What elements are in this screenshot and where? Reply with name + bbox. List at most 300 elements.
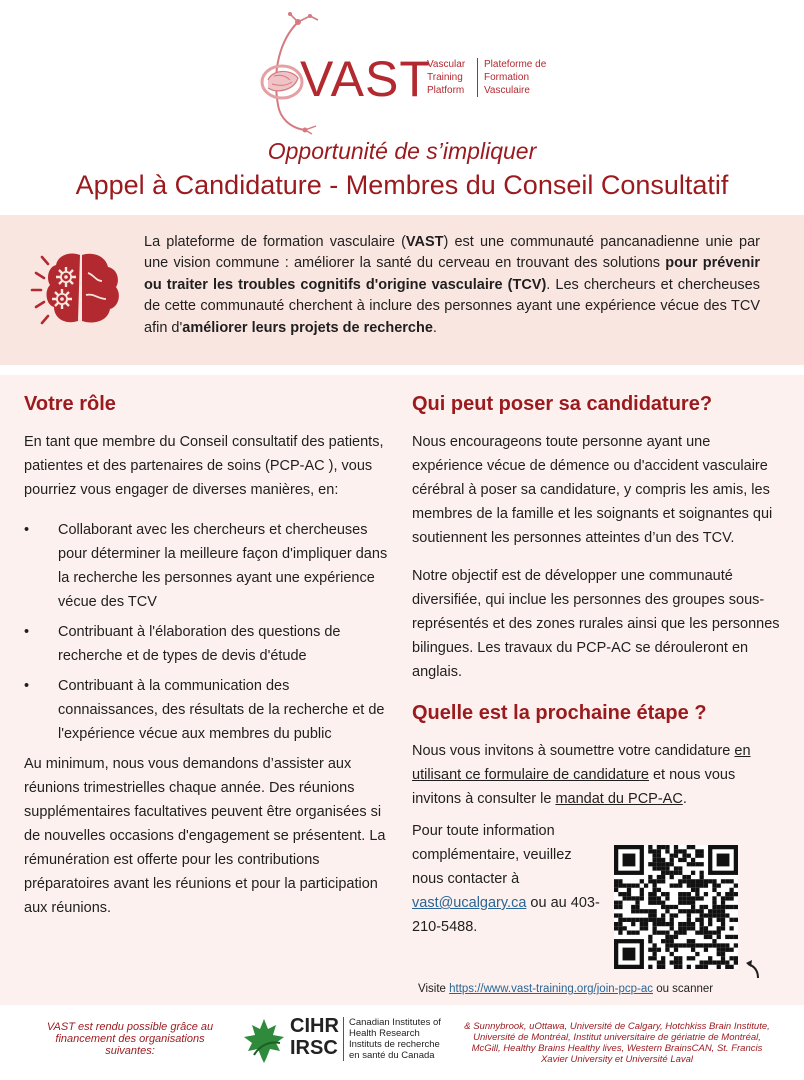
qr-module <box>670 918 674 922</box>
qr-module <box>687 965 691 969</box>
qr-module <box>700 913 704 917</box>
qr-module <box>678 901 682 905</box>
qr-module <box>704 948 708 952</box>
qr-module <box>661 931 665 935</box>
qr-module <box>618 913 622 917</box>
qr-module <box>627 888 631 892</box>
qr-module <box>661 879 665 883</box>
qr-module <box>721 913 725 917</box>
qr-module <box>674 905 678 909</box>
qr-module <box>670 922 674 926</box>
qr-module <box>652 948 656 952</box>
qr-module <box>674 956 678 960</box>
qr-module <box>729 892 733 896</box>
qr-module <box>691 845 695 849</box>
qr-module <box>695 888 699 892</box>
qr-module <box>729 888 733 892</box>
qr-module <box>623 883 627 887</box>
qr-module <box>623 892 627 896</box>
qr-module <box>717 965 721 969</box>
qr-module <box>670 905 674 909</box>
qr-module <box>665 922 669 926</box>
qr-module <box>687 875 691 879</box>
qr-module <box>700 909 704 913</box>
qr-module <box>648 879 652 883</box>
qr-module <box>618 922 622 926</box>
qr-module <box>648 845 652 849</box>
qr-module <box>704 879 708 883</box>
qr-module <box>635 931 639 935</box>
qr-module <box>700 905 704 909</box>
qr-module <box>674 931 678 935</box>
qr-module <box>734 905 738 909</box>
qr-module <box>712 896 716 900</box>
qr-module <box>614 883 618 887</box>
qr-module <box>721 952 725 956</box>
qr-module <box>648 913 652 917</box>
qr-module <box>700 862 704 866</box>
qr-module <box>661 913 665 917</box>
qr-module <box>687 943 691 947</box>
qr-module <box>695 918 699 922</box>
qr-module <box>682 922 686 926</box>
qr-module <box>657 931 661 935</box>
qr-module <box>734 935 738 939</box>
qr-module <box>670 883 674 887</box>
qr-module <box>717 854 730 867</box>
qr-module <box>717 952 721 956</box>
qr-module <box>717 935 721 939</box>
qr-module <box>635 901 639 905</box>
qr-module <box>644 883 648 887</box>
qr-module <box>682 901 686 905</box>
qr-module <box>729 918 733 922</box>
qr-module <box>695 862 699 866</box>
qr-module <box>678 879 682 883</box>
qr-module <box>652 956 656 960</box>
qr-module <box>652 888 656 892</box>
qr-module <box>648 935 652 939</box>
qr-module <box>687 862 691 866</box>
qr-module <box>652 862 656 866</box>
visit-line: Visite https://www.vast-training.org/join-pcp-ac ou scanner <box>418 983 714 995</box>
qr-module <box>691 862 695 866</box>
qr-module <box>657 849 661 853</box>
qr-module <box>687 892 691 896</box>
qr-module <box>678 883 682 887</box>
qr-module <box>682 931 686 935</box>
qr-module <box>712 879 716 883</box>
qr-module <box>682 849 686 853</box>
qr-module <box>657 854 661 858</box>
qr-module <box>691 909 695 913</box>
qr-module <box>734 883 738 887</box>
qr-module <box>700 883 704 887</box>
qr-module <box>712 913 716 917</box>
qr-module <box>708 918 712 922</box>
qr-module <box>652 926 656 930</box>
qr-module <box>691 901 695 905</box>
qr-module <box>614 901 618 905</box>
qr-module <box>631 931 635 935</box>
qr-module <box>648 965 652 969</box>
qr-module <box>695 854 699 858</box>
qr-module <box>700 854 704 858</box>
qr-module <box>648 862 652 866</box>
qr-module <box>708 931 712 935</box>
qr-module <box>665 935 669 939</box>
qr-module <box>687 956 691 960</box>
qr-module <box>652 918 656 922</box>
qr-module <box>708 956 712 960</box>
intro-paragraph: La plateforme de formation vasculaire (VAST) est une communauté pancanadienne unie par une vision commune : améliorer la santé du cerveau en trouvant des solutions pour prévenir ou traiter les troubles cognitifs d'origine vasculaire (TCV). Les chercheurs et chercheuses de cette communauté cherchent à inclure des personnes ayant une expérience vécue des TCV afin d'améliorer leurs projets de recherche. <box>144 234 761 336</box>
phone-number: 403-210-5488. <box>412 895 600 935</box>
qr-module <box>618 905 622 909</box>
qr-module <box>700 943 704 947</box>
qr-module <box>695 892 699 896</box>
qr-module <box>729 948 733 952</box>
qr-module <box>678 960 682 964</box>
qr-module <box>665 871 669 875</box>
qr-module <box>618 883 622 887</box>
qr-module <box>712 909 716 913</box>
qr-module <box>695 952 699 956</box>
qr-module <box>674 948 678 952</box>
qr-module <box>695 943 699 947</box>
qr-module <box>717 883 721 887</box>
qr-module <box>695 849 699 853</box>
qr-module <box>678 965 682 969</box>
qr-module <box>640 879 644 883</box>
qr-module <box>661 956 665 960</box>
qr-module <box>682 943 686 947</box>
qr-module <box>652 849 656 853</box>
qr-module <box>708 960 712 964</box>
qr-module <box>717 943 721 947</box>
qr-module <box>652 879 656 883</box>
qr-module <box>704 913 708 917</box>
qr-module <box>695 883 699 887</box>
qr-module <box>614 922 618 926</box>
cihr-logo-icon <box>240 1015 288 1067</box>
qr-module <box>700 896 704 900</box>
qr-module <box>721 901 725 905</box>
qr-module <box>640 896 644 900</box>
qr-module <box>648 896 652 900</box>
qr-module <box>631 896 635 900</box>
qr-module <box>721 948 725 952</box>
qr-module <box>623 948 636 961</box>
qr-module <box>648 948 652 952</box>
qr-module <box>665 866 669 870</box>
qr-module <box>657 960 661 964</box>
qr-module <box>708 913 712 917</box>
qr-module <box>682 875 686 879</box>
qr-module <box>665 939 669 943</box>
qr-module <box>652 866 656 870</box>
qr-module <box>700 871 704 875</box>
qr-module <box>640 909 644 913</box>
qr-module <box>725 965 729 969</box>
qr-module <box>644 922 648 926</box>
qr-module <box>682 879 686 883</box>
qr-module <box>618 918 622 922</box>
qr-module <box>640 926 644 930</box>
qr-module <box>734 960 738 964</box>
qr-module <box>635 909 639 913</box>
qr-module <box>725 879 729 883</box>
list-item: • Contribuant à l'élaboration des questions de recherche et de types de devis d'étude <box>24 624 341 664</box>
contact-paragraph: Pour toute information complémentaire, veuillez nous contacter à vast@ucalgary.ca ou au 403-210-5488. <box>412 823 600 935</box>
qr-module <box>700 849 704 853</box>
qr-module <box>691 948 695 952</box>
qr-module <box>652 943 656 947</box>
qr-module <box>618 926 622 930</box>
curved-arrow-icon <box>744 958 762 980</box>
qr-module <box>721 879 725 883</box>
qr-module <box>700 918 704 922</box>
qr-module <box>652 854 656 858</box>
qr-module <box>687 883 691 887</box>
qr-module <box>682 858 686 862</box>
role-heading: Votre rôle <box>24 393 116 415</box>
qr-module <box>640 892 644 896</box>
qr-module <box>695 965 699 969</box>
qr-module <box>635 896 639 900</box>
qr-module <box>635 918 639 922</box>
qr-module <box>670 960 674 964</box>
qr-module <box>725 892 729 896</box>
mandate-link[interactable]: mandat du PCP-AC <box>555 791 683 807</box>
footer <box>0 1005 804 1080</box>
join-url-link[interactable]: https://www.vast-training.org/join-pcp-ac <box>449 983 653 995</box>
qr-module <box>721 922 725 926</box>
qr-module <box>648 849 652 853</box>
qr-module <box>652 896 656 900</box>
page-title: Appel à Candidature - Membres du Conseil Consultatif <box>75 170 729 200</box>
qr-module <box>661 960 665 964</box>
qr-module <box>648 892 652 896</box>
qr-module <box>623 854 636 867</box>
qr-module <box>687 913 691 917</box>
qr-module <box>618 892 622 896</box>
funding-note: VAST est rendu possible grâce au financement des organisations suivantes: <box>46 1021 214 1057</box>
qr-module <box>661 918 665 922</box>
who-paragraph-2: Notre objectif est de développer une communauté diversifiée, qui inclue les personnes des groupes sous-représentés et des zones rurales ainsi que les personnes bilingues. Les travaux du PCP-AC se dérouleront en anglais. <box>412 568 780 680</box>
qr-module <box>665 909 669 913</box>
qr-module <box>678 926 682 930</box>
qr-module <box>631 918 635 922</box>
qr-module <box>665 849 669 853</box>
qr-module <box>687 918 691 922</box>
qr-module <box>661 901 665 905</box>
qr-module <box>648 901 652 905</box>
application-form-link[interactable]: en utilisant ce formulaire de candidature <box>412 743 751 783</box>
who-paragraph-1: Nous encourageons toute personne ayant une expérience vécue de démence ou d'accident vasculaire cérébral à poser sa candidature, y compris les amis, les membres de la famille et les soignants et soignantes qui soutiennent les personnes atteintes d’un des TCV. <box>412 434 773 546</box>
qr-module <box>712 960 716 964</box>
qr-module <box>687 845 691 849</box>
qr-module <box>734 918 738 922</box>
qr-module <box>614 926 618 930</box>
qr-module <box>665 845 669 849</box>
qr-module <box>640 888 644 892</box>
qr-module <box>661 862 665 866</box>
qr-module <box>674 960 678 964</box>
qr-module <box>734 892 738 896</box>
logo-subtitle-en: Vascular Training Platform <box>427 59 466 96</box>
qr-module <box>691 956 695 960</box>
qr-module <box>687 926 691 930</box>
qr-module <box>682 892 686 896</box>
qr-module <box>721 909 725 913</box>
qr-module <box>652 883 656 887</box>
qr-module <box>717 905 721 909</box>
qr-module <box>631 909 635 913</box>
qr-module <box>657 862 661 866</box>
qr-module <box>729 905 733 909</box>
qr-module <box>657 866 661 870</box>
qr-module <box>708 935 712 939</box>
qr-module <box>665 931 669 935</box>
qr-module <box>665 943 669 947</box>
qr-module <box>725 905 729 909</box>
qr-module <box>665 896 669 900</box>
qr-module <box>700 965 704 969</box>
qr-module <box>729 935 733 939</box>
qr-module <box>640 918 644 922</box>
qr-module <box>670 926 674 930</box>
next-paragraph: Nous vous invitons à soumettre votre candidature en utilisant ce formulaire de candidature et nous vous invitons à consulter le mandat du PCP-AC. <box>412 743 751 807</box>
qr-module <box>661 922 665 926</box>
qr-module <box>729 926 733 930</box>
qr-module <box>721 926 725 930</box>
qr-module <box>657 858 661 862</box>
qr-module <box>644 909 648 913</box>
qr-module <box>700 931 704 935</box>
qr-module <box>717 931 721 935</box>
qr-module <box>635 905 639 909</box>
cihr-acronyms: CIHR IRSC <box>290 1015 339 1059</box>
qr-module <box>657 845 661 849</box>
qr-module <box>691 871 695 875</box>
qr-module <box>618 879 622 883</box>
qr-module <box>712 905 716 909</box>
qr-module <box>704 883 708 887</box>
brain-gears-icon <box>28 245 128 335</box>
qr-module <box>687 922 691 926</box>
qr-module <box>700 922 704 926</box>
qr-module <box>665 948 669 952</box>
qr-module <box>729 956 733 960</box>
qr-module <box>657 896 661 900</box>
qr-module <box>691 939 695 943</box>
qr-module <box>678 931 682 935</box>
role-intro: En tant que membre du Conseil consultatif des patients, patientes et des partenaires de soins (PCP-AC ), vous pourriez vous engager de diverses manières, en: <box>24 434 384 498</box>
qr-module <box>674 871 678 875</box>
qr-module <box>648 918 652 922</box>
qr-module <box>708 909 712 913</box>
qr-module <box>674 854 678 858</box>
qr-module <box>695 896 699 900</box>
qr-module <box>691 905 695 909</box>
qr-module <box>678 909 682 913</box>
qr-module <box>648 909 652 913</box>
qr-module <box>657 901 661 905</box>
qr-module <box>721 960 725 964</box>
qr-module <box>661 871 665 875</box>
qr-module <box>652 931 656 935</box>
qr-module <box>700 960 704 964</box>
qr-module <box>657 922 661 926</box>
qr-module <box>721 905 725 909</box>
role-column <box>24 393 392 920</box>
qr-module <box>674 913 678 917</box>
qr-module <box>652 858 656 862</box>
qr-module <box>652 909 656 913</box>
list-item: • Collaborant avec les chercheurs et chercheuses pour déterminer la meilleure façon d'impliquer dans la recherche les personnes ayant une expérience vécue des TCV <box>24 522 388 610</box>
qr-module <box>661 845 665 849</box>
qr-module <box>678 896 682 900</box>
qr-module <box>687 939 691 943</box>
qr-module <box>708 879 712 883</box>
qr-module <box>674 883 678 887</box>
qr-module <box>691 943 695 947</box>
qr-module <box>678 849 682 853</box>
qr-module <box>674 943 678 947</box>
qr-module <box>674 965 678 969</box>
qr-module <box>670 875 674 879</box>
qr-module <box>623 896 627 900</box>
qr-module <box>670 943 674 947</box>
role-closing: Au minimum, nous vous demandons d’assister aux réunions trimestrielles chaque année. Des réunions supplémentaires facultatives peuvent être organisées si de nouvelles occasions d'engagement se présentent. La rémunération est offerte pour les contributions préparatoires avant les réunions et pour la participation aux réunions. <box>24 756 386 916</box>
qr-module <box>652 952 656 956</box>
qr-module <box>657 918 661 922</box>
qr-module <box>704 892 708 896</box>
qr-module <box>618 901 622 905</box>
qr-module <box>623 926 627 930</box>
qr-module <box>657 875 661 879</box>
qr-module <box>691 888 695 892</box>
qr-code[interactable] <box>614 845 738 969</box>
qr-module <box>700 926 704 930</box>
qr-module <box>657 879 661 883</box>
email-link[interactable]: vast@ucalgary.ca <box>412 895 527 911</box>
qr-module <box>648 956 652 960</box>
qr-module <box>691 879 695 883</box>
qr-module <box>661 866 665 870</box>
qr-module <box>734 943 738 947</box>
qr-module <box>695 931 699 935</box>
qr-module <box>631 922 635 926</box>
qr-module <box>640 922 644 926</box>
qr-module <box>721 896 725 900</box>
qr-module <box>614 879 618 883</box>
qr-module <box>644 918 648 922</box>
qr-module <box>670 952 674 956</box>
qr-module <box>691 858 695 862</box>
qr-module <box>665 905 669 909</box>
qr-module <box>704 905 708 909</box>
qr-module <box>644 926 648 930</box>
qr-module <box>704 935 708 939</box>
qr-module <box>652 901 656 905</box>
qr-module <box>678 866 682 870</box>
qr-module <box>678 892 682 896</box>
qr-module <box>627 931 631 935</box>
qr-module <box>700 879 704 883</box>
qr-module <box>725 935 729 939</box>
qr-module <box>661 892 665 896</box>
